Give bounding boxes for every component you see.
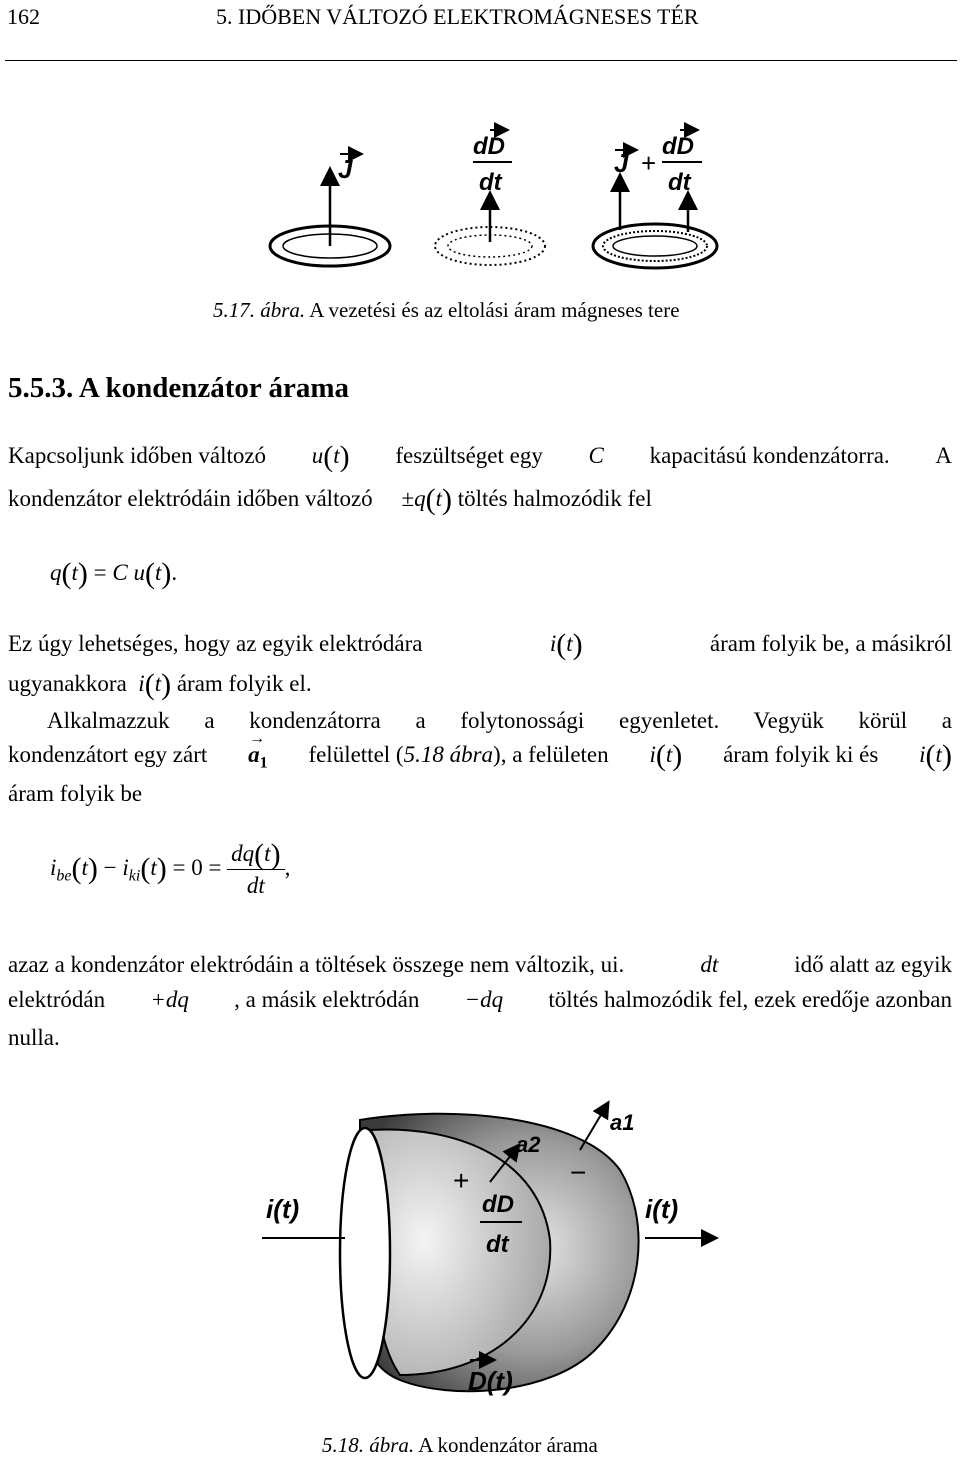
label-dD: dD: [482, 1191, 514, 1218]
p4-line-1: azaz a kondenzátor elektródáin a töltések összege nem változik, ui. dt idő alatt az egyik: [8, 952, 952, 977]
header-rule: [5, 60, 957, 61]
chapter-title: 5. IDŐBEN VÁLTOZÓ ELEKTROMÁGNESES TÉR: [216, 4, 699, 29]
label-a1: a1: [610, 1110, 635, 1135]
math-i-t-3: i(t): [649, 739, 683, 772]
equation-q-equals-Cu: q(t) = C u(t).: [50, 557, 178, 590]
p1-line-1: Kapcsoljunk időben változó u(t) feszültséget egy C kapacitású kondenzátorra. A: [8, 440, 952, 473]
figure-5-17-caption: 5.17. ábra. A vezetési és az eltolási áram mágneses tere: [213, 298, 680, 322]
label-J: J: [338, 154, 353, 184]
math-minus-dq: −dq: [464, 987, 504, 1012]
label-dD: dD: [473, 133, 505, 160]
figure-5-17: [190, 120, 750, 280]
fraction-dq-dt: $\frac{dq(t)}{dt}$: [227, 842, 284, 897]
label-D-t: D(t): [468, 1366, 513, 1396]
p2-line-1: Ez úgy lehetséges, hogy az egyik elektródára i(t) áram folyik be, a másikról: [8, 628, 952, 661]
label-dt: dt: [486, 1231, 509, 1258]
total-current-ring: [593, 130, 717, 268]
p3-line-2: kondenzátort egy zárt → $a_1$ felülettel (5.18 ábra), a felületen i(t) áram folyik ki és i(t): [8, 730, 952, 772]
figure-5-18: [250, 1090, 720, 1420]
label-plus-electrode: +: [453, 1165, 470, 1196]
label-dt: dt: [479, 169, 502, 196]
label-dD-2: dD: [662, 133, 694, 160]
math-dt: dt: [700, 952, 719, 977]
label-dt-2: dt: [668, 169, 691, 196]
math-i-t: i(t): [549, 628, 583, 661]
page-number: 162: [7, 4, 40, 29]
p4-line-3: nulla.: [8, 1025, 60, 1050]
label-i-t-out: i(t): [645, 1194, 679, 1224]
equation-continuity: $i_{be}(t) - i_{ki}(t) = 0$ = $\frac{dq(t)}{dt}$ ,: [50, 838, 291, 898]
math-u-t: u(t): [311, 440, 350, 473]
math-a1: → $a_1$: [248, 730, 268, 772]
p4-line-2: elektródán +dq , a másik elektródán −dq töltés halmozódik fel, ezek eredője azonban: [8, 987, 952, 1012]
displacement-current-ring: [435, 130, 545, 265]
math-pm-q-t: ±q(t): [401, 483, 452, 516]
p3-line-1: Alkalmazzuk a kondenzátorra a folytonossági egyenletet. Vegyük körül a: [47, 708, 952, 733]
p2-line-2: ugyanakkora i(t) áram folyik el.: [8, 668, 312, 701]
math-plus-dq: +dq: [150, 987, 189, 1012]
surface-opening: [340, 1128, 390, 1378]
vector-a1-arrow: [580, 1108, 605, 1150]
label-J-2: J: [614, 148, 629, 178]
p3-line-3: áram folyik be: [8, 781, 143, 806]
label-minus-electrode: −: [570, 1157, 587, 1188]
p1-line-2: kondenzátor elektródáin időben változó ±q(t) töltés halmozódik fel: [8, 483, 652, 516]
label-a2: a2: [516, 1132, 541, 1157]
section-title: 5.5.3. A kondenzátor árama: [8, 372, 350, 404]
math-i-t-4: i(t): [919, 739, 952, 772]
math-C: C: [588, 443, 604, 468]
label-plus: +: [641, 148, 657, 178]
figure-5-18-caption: 5.18. ábra. A kondenzátor árama: [322, 1433, 598, 1457]
conduction-current-ring: [270, 154, 390, 266]
math-i-t-2: i(t): [138, 668, 172, 701]
label-i-t-in: i(t): [266, 1194, 300, 1224]
